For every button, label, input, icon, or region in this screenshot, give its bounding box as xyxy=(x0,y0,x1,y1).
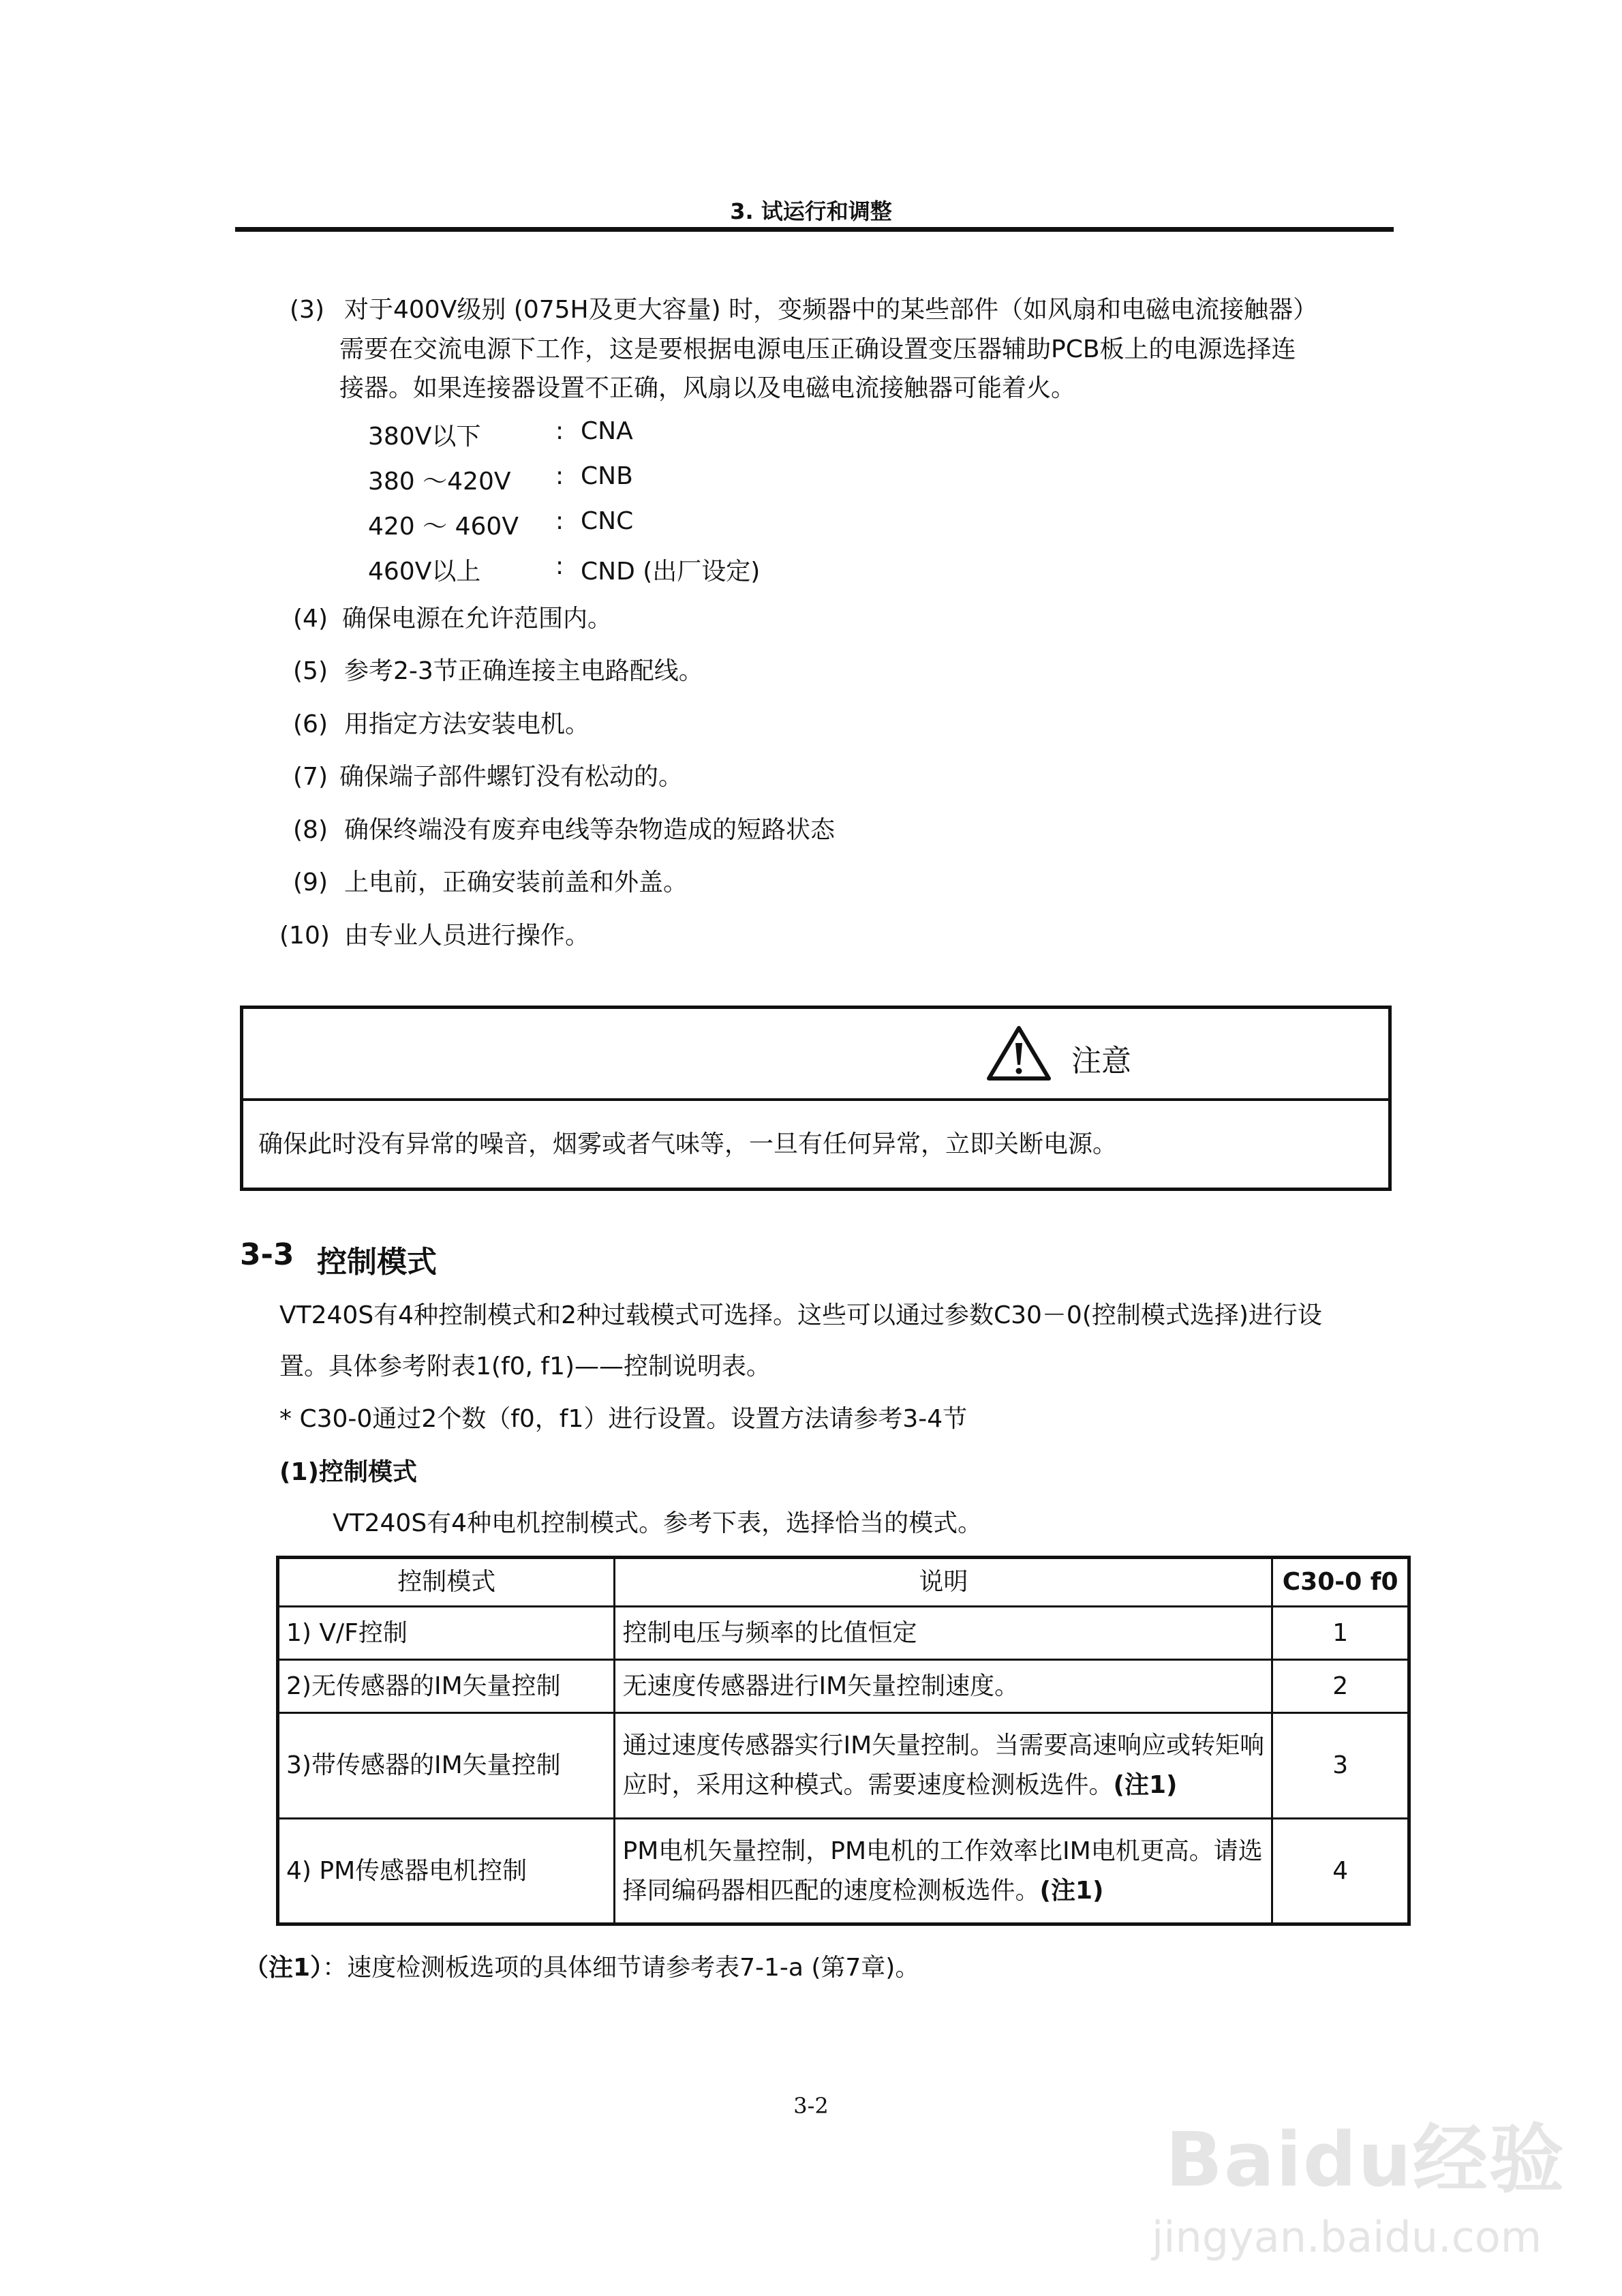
cell-code: 2 xyxy=(1272,1660,1409,1713)
cell-mode: 2)无传感器的IM矢量控制 xyxy=(278,1660,615,1713)
item-3-line-1: 对于400V级别 (075H及更大容量) 时，变频器中的某些部件（如风扇和电磁电流接触器） xyxy=(344,296,1318,324)
cell-code: 4 xyxy=(1272,1819,1409,1924)
table-row xyxy=(278,1660,1409,1713)
voltage-connector: CNA xyxy=(581,417,633,445)
cell-description xyxy=(615,1819,1272,1924)
control-mode-table xyxy=(276,1556,1411,1926)
table-row xyxy=(278,1607,1409,1660)
item-3-line-2: 需要在交流电源下工作，这是要根据电源电压正确设置变压器辅助PCB板上的电源选择连 xyxy=(339,335,1296,363)
section-title: 控制模式 xyxy=(317,1245,437,1280)
footnote-label: （注1） xyxy=(244,1954,323,1982)
list-item-number: (7) xyxy=(293,763,328,791)
cell-mode: 4) PM传感器电机控制 xyxy=(278,1819,615,1924)
voltage-range: 380 ～420V xyxy=(368,468,511,496)
column-header-mode: 控制模式 xyxy=(278,1558,615,1607)
voltage-sep: : xyxy=(555,507,564,535)
page-number: 3-2 xyxy=(793,2093,829,2119)
watermark-brand: Baidu经验 xyxy=(1165,2116,1565,2203)
list-item-text: 上电前，正确安装前盖和外盖。 xyxy=(344,868,688,896)
list-item-text: 确保端子部件螺钉没有松动的。 xyxy=(339,763,684,791)
cell-description-text: 通过速度传感器实行IM矢量控制。当需要高速响应或转矩响应时，采用这种模式。需要速度检测板选件。 xyxy=(622,1732,1265,1799)
voltage-range: 380V以下 xyxy=(368,423,481,451)
list-item-number: (10) xyxy=(279,922,330,950)
footnote-text: ：速度检测板选项的具体细节请参考表7-1-a (第7章)。 xyxy=(322,1954,920,1982)
list-item-number: (9) xyxy=(293,868,328,896)
list-item-text: 用指定方法安装电机。 xyxy=(344,710,590,738)
list-item-number: (6) xyxy=(293,710,328,738)
watermark-url: jingyan.baidu.com xyxy=(1152,2212,1542,2262)
list-item-number: (5) xyxy=(293,657,328,685)
table-row xyxy=(278,1819,1409,1924)
table-row xyxy=(278,1713,1409,1819)
section-number: 3-3 xyxy=(240,1237,294,1272)
cell-description: 控制电压与频率的比值恒定 xyxy=(615,1607,1272,1660)
footnote xyxy=(244,1948,919,1983)
caution-header xyxy=(243,1009,1388,1101)
subsection-heading: (1)控制模式 xyxy=(279,1458,417,1486)
item-3-line-3: 接器。如果连接器设置不正确，风扇以及电磁电流接触器可能着火。 xyxy=(339,374,1076,402)
list-item-number: (4) xyxy=(293,605,328,633)
caution-text: 确保此时没有异常的噪音，烟雾或者气味等，一旦有任何异常，立即关断电源。 xyxy=(258,1130,1118,1158)
voltage-connector: CNC xyxy=(581,507,634,535)
list-item-text: 由专业人员进行操作。 xyxy=(344,922,590,950)
voltage-sep: : xyxy=(555,552,564,580)
section-intro-line-1: VT240S有4种控制模式和2种过载模式可选择。这些可以通过参数C30－0(控制模式选择)进行设 xyxy=(279,1301,1322,1329)
note-ref: (注1) xyxy=(1113,1771,1178,1799)
voltage-sep: : xyxy=(555,417,564,445)
cell-mode: 1) V/F控制 xyxy=(278,1607,615,1660)
voltage-range: 460V以上 xyxy=(368,558,481,586)
voltage-connector: CND (出厂设定) xyxy=(581,558,761,586)
note-ref: (注1) xyxy=(1039,1876,1104,1905)
cell-code: 3 xyxy=(1272,1713,1409,1819)
cell-description: 无速度传感器进行IM矢量控制速度。 xyxy=(615,1660,1272,1713)
caution-box xyxy=(240,1006,1392,1191)
cell-description-text: PM电机矢量控制，PM电机的工作效率比IM电机更高。请选择同编码器相匹配的速度检测板选件。 xyxy=(622,1837,1263,1905)
column-header-code: C30-0 f0 xyxy=(1272,1558,1409,1607)
list-item-text: 确保终端没有废弃电线等杂物造成的短路状态 xyxy=(344,816,836,844)
caution-title: 注意 xyxy=(1071,1044,1131,1078)
column-header-description: 说明 xyxy=(615,1558,1272,1607)
cell-mode: 3)带传感器的IM矢量控制 xyxy=(278,1713,615,1819)
running-header: 3. 试运行和调整 xyxy=(730,198,892,224)
voltage-range: 420 ～ 460V xyxy=(368,513,519,541)
cell-description xyxy=(615,1713,1272,1819)
voltage-sep: : xyxy=(555,462,564,490)
cell-code: 1 xyxy=(1272,1607,1409,1660)
list-item-number: (8) xyxy=(293,816,328,844)
section-intro-line-2: 置。具体参考附表1(f0, f1)——控制说明表。 xyxy=(279,1353,771,1380)
header-rule xyxy=(235,227,1394,232)
item-3-number: (3) xyxy=(290,296,324,324)
subsection-intro: VT240S有4种电机控制模式。参考下表，选择恰当的模式。 xyxy=(333,1509,983,1537)
voltage-connector: CNB xyxy=(581,462,633,490)
warning-triangle-icon xyxy=(986,1024,1052,1084)
table-header-row xyxy=(278,1558,1409,1607)
section-note: * C30-0通过2个数（f0，f1）进行设置。设置方法请参考3-4节 xyxy=(279,1405,968,1433)
list-item-text: 参考2-3节正确连接主电路配线。 xyxy=(344,657,703,685)
list-item-text: 确保电源在允许范围内。 xyxy=(342,605,613,633)
